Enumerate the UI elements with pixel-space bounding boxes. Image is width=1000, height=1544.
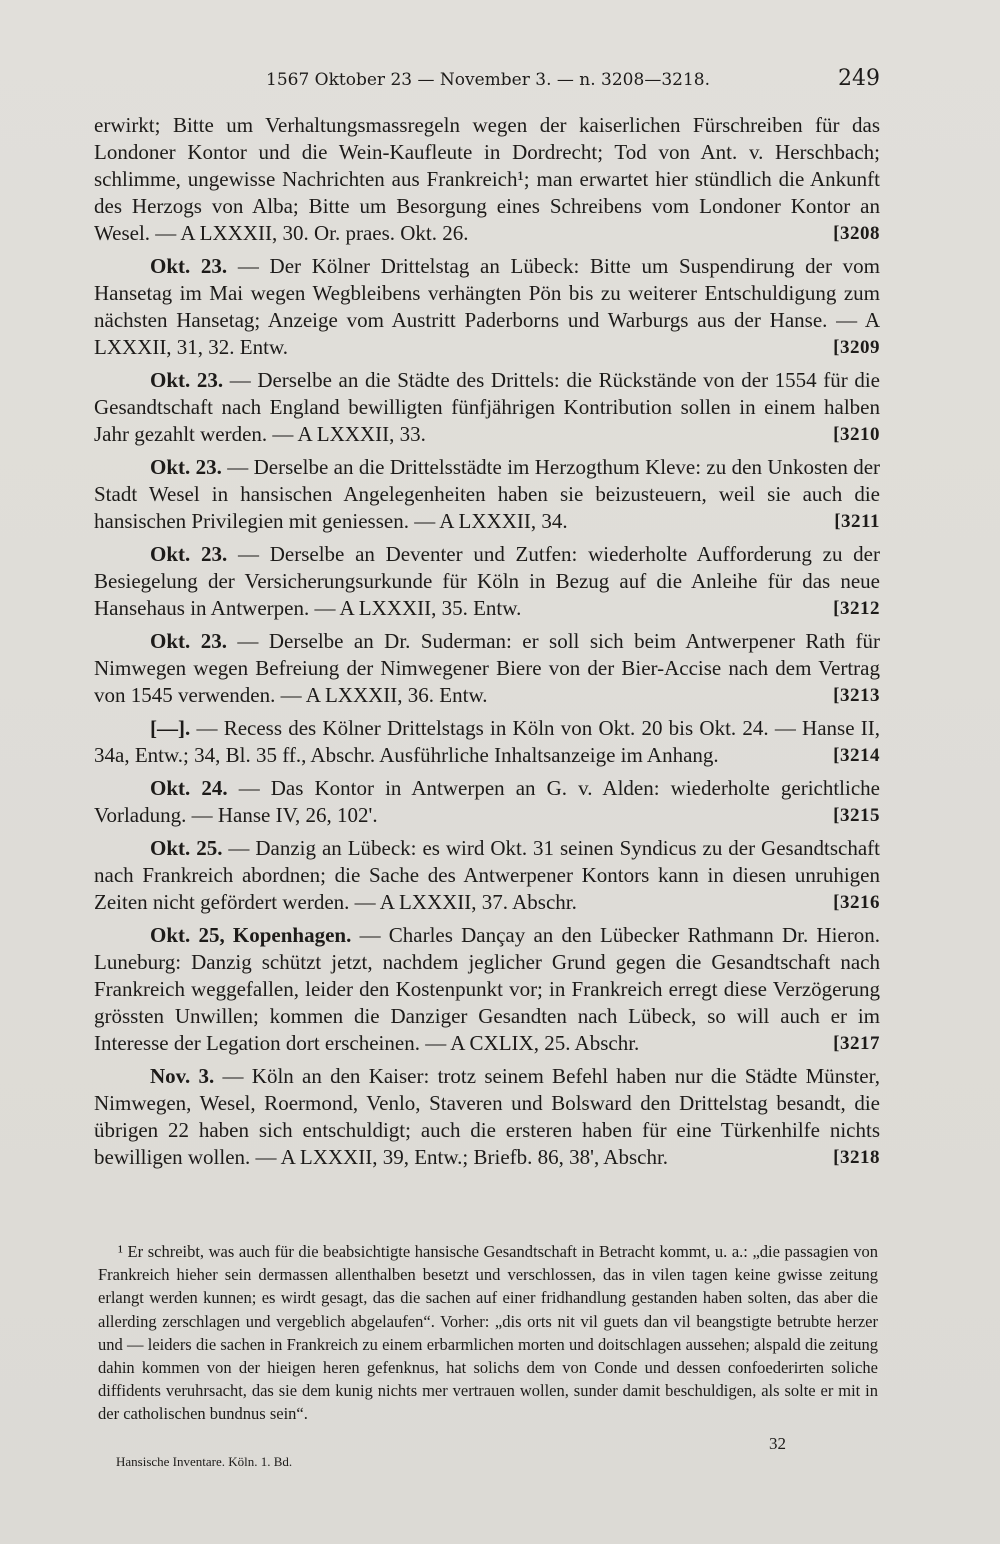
entry-text: — Charles Dançay an den Lübecker Rathmann Dr. Hieron. Luneburg: Danzig schützt jetzt, nachdem jeglicher Grund gegen die Gesandtschaft nach Frankreich weggefallen, leider den Kostenpunkt vor; in Frankreich erregt diese Verzögerung grössten Unwillen; kommen die Danziger Gesandten nach Lübeck, so will auch er im Interesse der Legation dort erscheinen. — A CXLIX, 25. Abschr. <box>94 923 880 1055</box>
entry-3217 <box>94 922 880 1057</box>
entry-date: Okt. 24. <box>150 776 228 800</box>
entry-number: [3217 <box>833 1033 880 1054</box>
entry-text: — Danzig an Lübeck: es wird Okt. 31 seinen Syndicus zu der Gesandtschaft nach Frankreich abordnen; die Sache des Antwerpener Kontors kann in diesen unruhigen Zeiten nicht gefördert werden. — A LXXXII, 37. Abschr. <box>94 836 880 914</box>
entry-number: [3214 <box>833 745 880 766</box>
signature-mark: 32 <box>769 1434 786 1453</box>
entry-number: [3209 <box>833 337 880 358</box>
entry-3218 <box>94 1063 880 1171</box>
entry-number: [3210 <box>833 424 880 445</box>
entry-date: Okt. 25. <box>150 836 223 860</box>
entry-text: — Das Kontor in Antwerpen an G. v. Alden: wiederholte gerichtliche Vorladung. — Hanse IV, 26, 102'. <box>94 776 880 827</box>
entry-date: Okt. 23. <box>150 629 227 653</box>
entry-3210 <box>94 367 880 448</box>
entry-text: — Derselbe an die Städte des Drittels: die Rückstände von der 1554 für die Gesandtschaft nach England bewilligten fünfjährigen Kontribution sollen in einem halben Jahr gezahlt werden. — A LXXXII, 33. <box>94 368 881 446</box>
entry-number: [3211 <box>834 511 880 532</box>
entry-number: [3216 <box>833 892 880 913</box>
entry-date: Okt. 23. <box>150 455 222 479</box>
entry-text: — Köln an den Kaiser: trotz seinem Befehl haben nur die Städte Münster, Nimwegen, Wesel, Roermond, Venlo, Staveren und Bolsward den Drittelstag besandt, die übrigen 22 haben sich entschuldigt; auch die ersteren haben für eine Türkenhilfe nichts bewilligen wollen. — A LXXXII, 39, Entw.; Briefb. 86, 38', Abschr. <box>94 1064 880 1169</box>
entry-date: Okt. 25, Kopenhagen. <box>150 923 352 947</box>
entry-3214 <box>94 715 880 769</box>
page-body <box>94 112 880 1177</box>
entry-number: [3213 <box>833 685 880 706</box>
entry-3216 <box>94 835 880 916</box>
footer-source: Hansische Inventare. Köln. 1. Bd. <box>116 1454 293 1469</box>
entry-date: Okt. 23. <box>150 542 228 566</box>
page-header <box>96 66 880 100</box>
entry-text: erwirkt; Bitte um Verhaltungsmassregeln wegen der kaiserlichen Fürschreiben für das Londoner Kontor und die Wein-Kaufleute in Dordrecht; Tod von Ant. v. Herschbach; schlimme, ungewisse Nachrichten aus Frankreich¹; man erwartet hier stündlich die Ankunft des Herzogs von Alba; Bitte um Besorgung eines Schreibens vom Londoner Kontor an Wesel. — A LXXXII, 30. Or. praes. Okt. 26. <box>94 113 880 245</box>
entry-text: — Derselbe an die Drittelsstädte im Herzogthum Kleve: zu den Unkosten der Stadt Wesel in hansischen Angelegenheiten haben sie beizusteuern, weil sie auch die hansischen Privilegien mit geniessen. — A LXXXII, 34. <box>94 455 881 533</box>
entry-date: Nov. 3. <box>150 1064 215 1088</box>
entry-text: — Derselbe an Deventer und Zutfen: wiederholte Aufforderung zu der Besiegelung der Versicherungsurkunde für Köln in Bezug auf die Anleihe für das neue Hansehaus in Antwerpen. — A LXXXII, 35. Entw. <box>94 542 880 620</box>
entry-3208 <box>94 112 880 247</box>
entry-text: — Derselbe an Dr. Suderman: er soll sich beim Antwerpener Rath für Nimwegen wegen Befreiung der Nimwegener Biere von der Bier-Accise nach dem Vertrag von 1545 verwenden. — A LXXXII, 36. Entw. <box>94 629 881 707</box>
running-title: 1567 Oktober 23 — November 3. — n. 3208—3218. <box>266 70 710 90</box>
entry-text: — Der Kölner Drittelstag an Lübeck: Bitte um Suspendirung der vom Hansetag im Mai wegen Wegbleibens verhängten Pön bis zu weiterer Entschuldigung zum nächsten Hansetag; Anzeige vom Austritt Paderborns und Warburgs aus der Hanse. — A LXXXII, 31, 32. Entw. <box>94 254 880 359</box>
footnote-text: Er schreibt, was auch für die beabsichtigte hansische Gesandtschaft in Betracht kommt, u. a.: „die passagien von Frankreich hieher sein dermassen allenthalben besetzt und verschlossen, das in vilen tagen keine gwisse zeitung erlangt werden kunnen; es wirdt gesagt, das die sachen auf einer fridhandlung gestanden haben solten, das aber die allerding zerschlagen und vergeblich abgelaufen“. Vorher: „dis orts nit vil guets dan vil beangstigte betrubte herzer und — leiders die sachen in Frankreich zu einem erbarmlichen morten und doitschlagen aussehen; alspald die zeitung dahin kommen von der hieigen heren gefenknus, hat solichs dem von Conde und dessen confoederirten soliche diffidents veruhrsacht, das sie dem kunig nichts mer vertrauen wollen, sunder damit beschuldigen, als solte er mit in der catholischen bundnus sein“. <box>98 1242 879 1424</box>
entry-3211 <box>94 454 880 535</box>
entry-text: — Recess des Kölner Drittelstags in Köln von Okt. 20 bis Okt. 24. — Hanse II, 34a, Entw.; 34, Bl. 35 ff., Abschr. Ausführliche Inhaltsanzeige im Anhang. <box>94 716 880 767</box>
page-number: 249 <box>838 66 880 91</box>
entry-date: Okt. 23. <box>150 254 228 278</box>
entry-date: [—]. <box>150 716 191 740</box>
entry-3213 <box>94 628 880 709</box>
entry-number: [3208 <box>833 223 880 244</box>
footnote-mark: ¹ <box>118 1242 123 1261</box>
entry-3215 <box>94 775 880 829</box>
entry-number: [3218 <box>833 1147 880 1168</box>
page-footer <box>116 1434 786 1474</box>
entry-number: [3215 <box>833 805 880 826</box>
footnote <box>98 1240 878 1426</box>
entry-3209 <box>94 253 880 361</box>
entry-3212 <box>94 541 880 622</box>
entry-number: [3212 <box>833 598 880 619</box>
entry-date: Okt. 23. <box>150 368 224 392</box>
